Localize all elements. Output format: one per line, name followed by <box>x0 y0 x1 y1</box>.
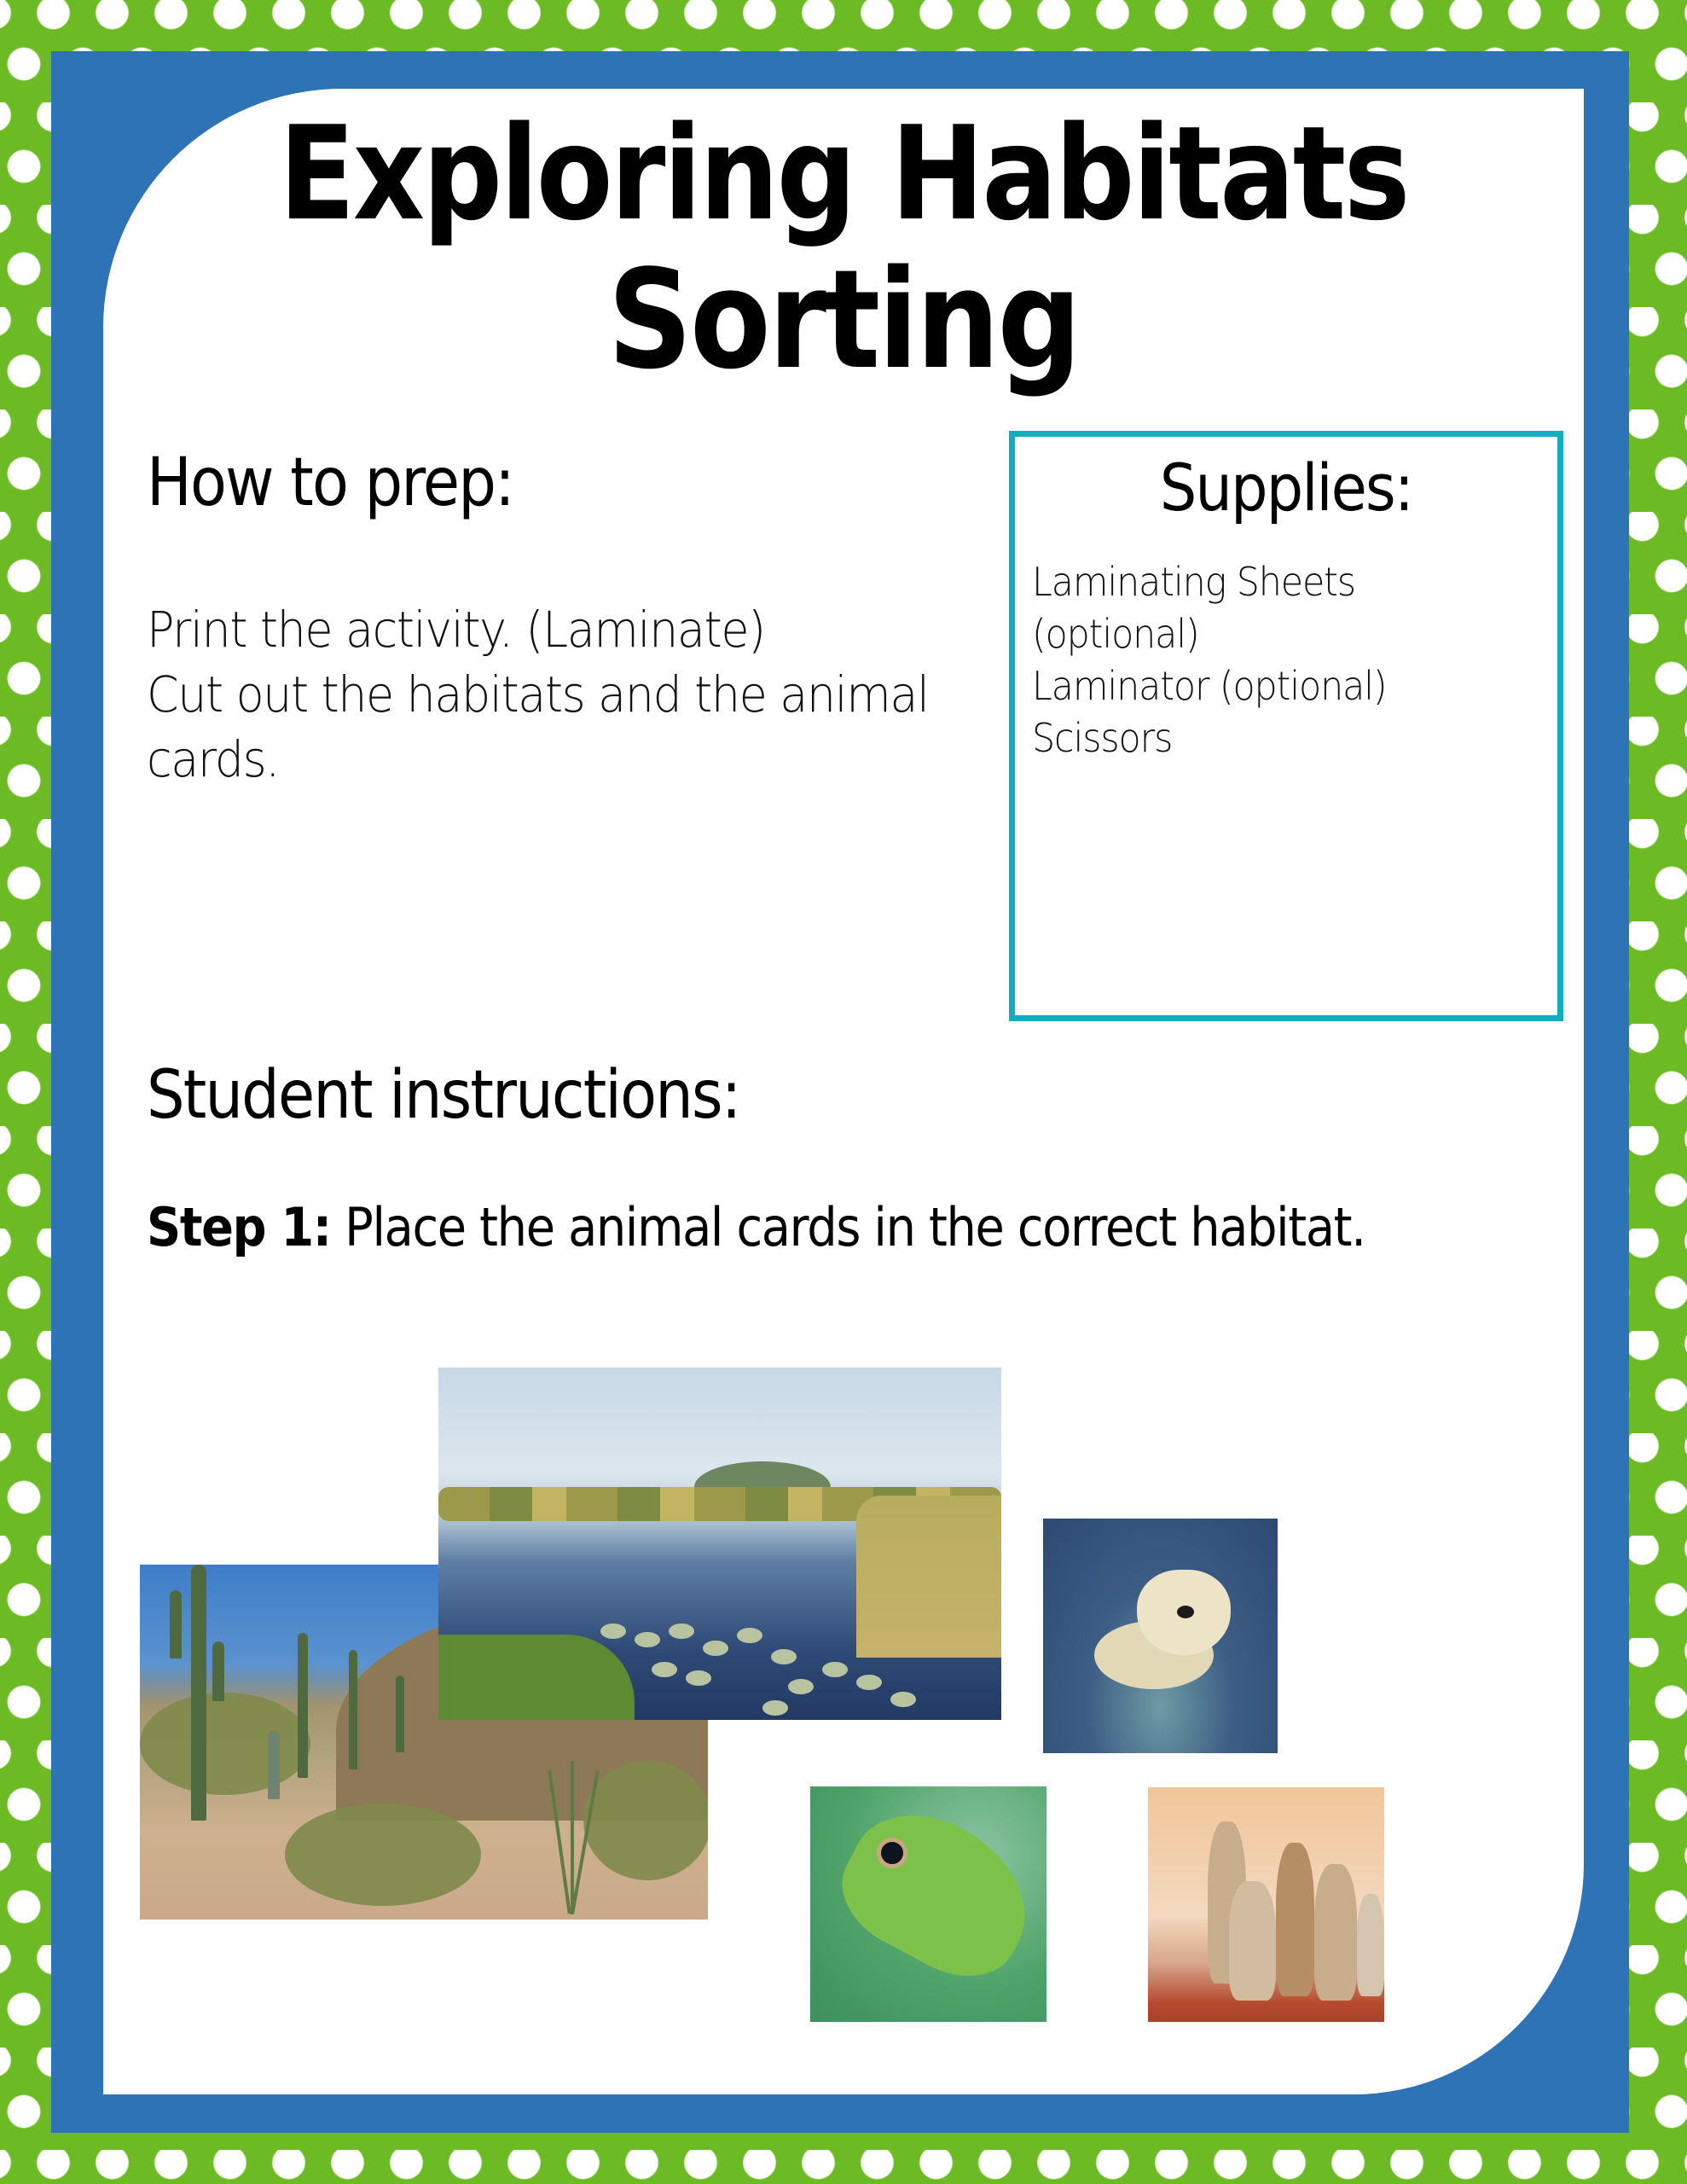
frog-card <box>810 1786 1046 2022</box>
prep-line: Cut out the habitats and the animal <box>147 665 929 723</box>
prep-line: Print the activity. (Laminate) <box>147 601 765 659</box>
wetland-habitat-image <box>438 1368 1001 1720</box>
prep-heading: How to prep: <box>147 444 513 521</box>
lily-pad <box>788 1679 814 1694</box>
frog-body <box>823 1789 1046 1998</box>
supplies-heading: Supplies: <box>1159 450 1413 526</box>
lily-pad <box>635 1632 660 1647</box>
saguaro-cactus <box>349 1650 357 1769</box>
bear-head <box>1137 1570 1231 1655</box>
step-1-label: Step 1: <box>147 1196 331 1258</box>
meerkat <box>1357 1894 1384 1996</box>
lily-pad <box>600 1623 626 1639</box>
saguaro-arm <box>170 1590 182 1658</box>
supply-item: Scissors <box>1032 715 1173 761</box>
meerkat <box>1314 1864 1357 2001</box>
meerkats-card <box>1148 1787 1384 2022</box>
page-subtitle: Sorting <box>607 240 1080 399</box>
desert-bush <box>583 1761 708 1880</box>
ocotillo <box>571 1761 574 1914</box>
supplies-box <box>1009 431 1563 1021</box>
wetland-reeds-right <box>856 1496 1001 1658</box>
lily-pad <box>762 1700 788 1716</box>
supply-item: Laminating Sheets <box>1032 559 1355 605</box>
polar-bear-card <box>1043 1519 1278 1753</box>
lily-pad <box>856 1675 882 1690</box>
step-1-text: Place the animal cards in the correct habitat. <box>330 1196 1365 1258</box>
step-1 <box>147 1196 1365 1258</box>
saguaro-arm <box>212 1641 224 1701</box>
lily-pad <box>703 1641 728 1656</box>
prep-line: cards. <box>147 730 280 788</box>
desert-bush <box>140 1693 310 1795</box>
page-title: Exploring Habitats <box>279 98 1408 249</box>
lily-pad <box>822 1662 848 1677</box>
lily-pad <box>686 1670 711 1686</box>
meerkat <box>1276 1843 1314 1996</box>
lily-pad <box>669 1623 694 1639</box>
saguaro-cactus <box>298 1633 308 1778</box>
organ-cactus <box>268 1731 280 1799</box>
lily-pad <box>890 1692 916 1707</box>
prep-instructions <box>147 597 948 792</box>
lily-pad <box>652 1662 677 1677</box>
meerkat <box>1229 1881 1276 2001</box>
student-instructions-heading: Student instructions: <box>147 1057 740 1134</box>
frog-eye <box>877 1838 907 1868</box>
saguaro-cactus <box>396 1676 404 1752</box>
saguaro-cactus <box>191 1565 206 1821</box>
supplies-list <box>1032 556 1524 764</box>
bear-nose <box>1177 1606 1194 1618</box>
supply-item: Laminator (optional) <box>1032 663 1387 709</box>
lily-pad <box>771 1649 797 1664</box>
desert-bush <box>285 1804 481 1906</box>
lily-pad <box>737 1628 762 1643</box>
supply-item: (optional) <box>1032 611 1199 657</box>
wetland-grass <box>438 1635 635 1720</box>
